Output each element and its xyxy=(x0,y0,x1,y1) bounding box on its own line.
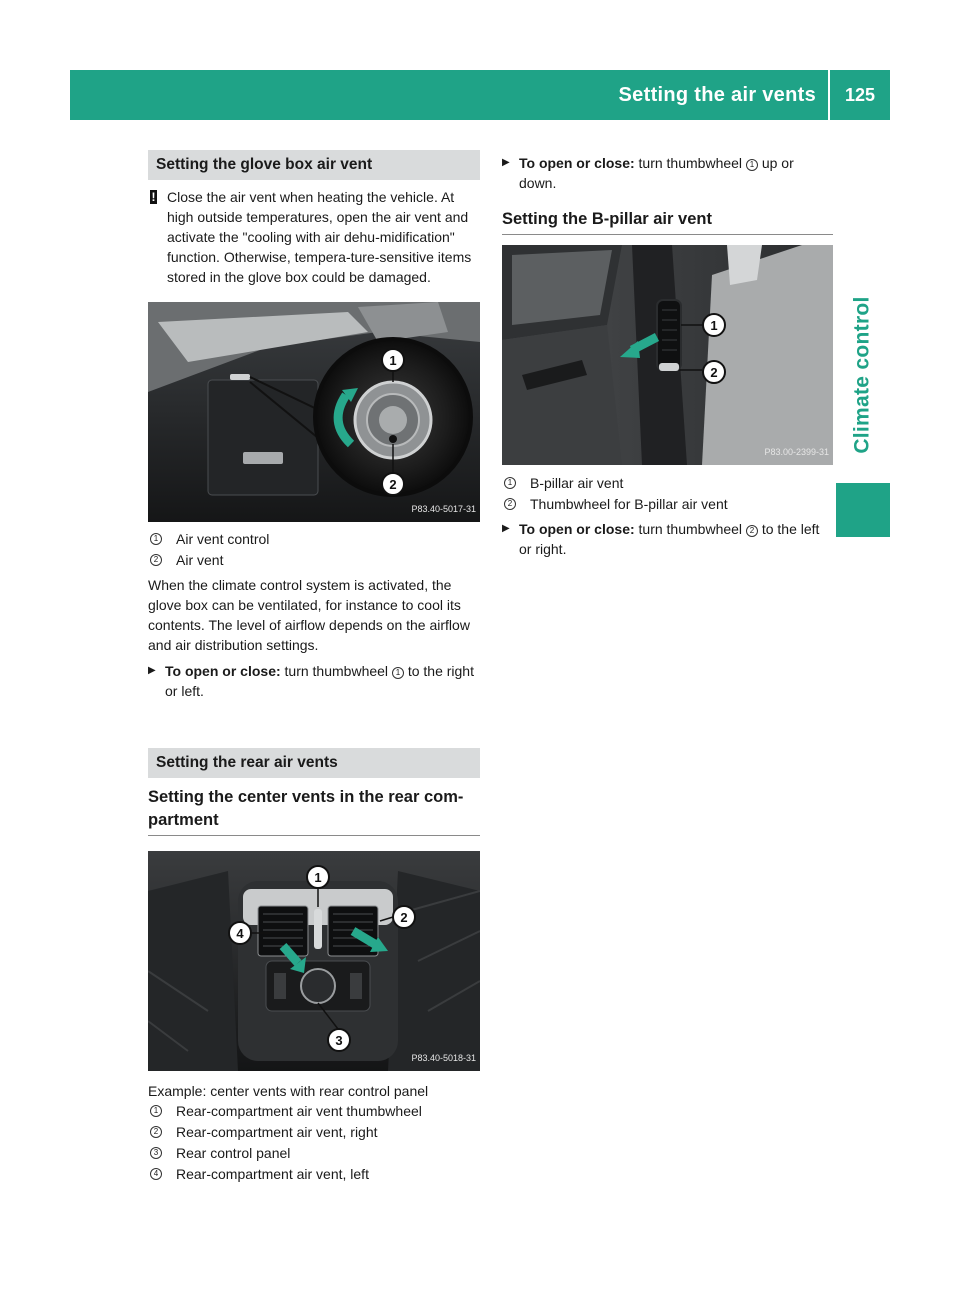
image-code: P83.00-2399-31 xyxy=(764,447,829,457)
callout-number: 1 xyxy=(504,477,516,489)
svg-text:2: 2 xyxy=(389,477,397,492)
svg-text:4: 4 xyxy=(236,926,244,941)
subsection-title-bpillar: Setting the B-pillar air vent xyxy=(502,208,833,235)
section-title-rear: Setting the rear air vents xyxy=(148,748,480,778)
chapter-label: Climate control xyxy=(851,296,875,454)
legend-label: Rear control panel xyxy=(176,1145,291,1161)
legend-label: Thumbwheel for B-pillar air vent xyxy=(530,496,728,512)
arrow-right-icon: ▶ xyxy=(502,523,510,534)
legend-label: Air vent xyxy=(176,552,224,568)
bpillar-photo xyxy=(502,245,833,465)
page-number: 125 xyxy=(844,84,876,105)
page-header xyxy=(70,70,890,120)
section-title-glovebox: Setting the glove box air vent xyxy=(148,150,480,180)
instruction-step xyxy=(502,153,833,193)
instruction-step xyxy=(502,519,833,559)
callout-number: 3 xyxy=(150,1147,162,1159)
instruction-text: To open or close: turn thumbwheel 1 up or down. xyxy=(519,155,794,191)
legend-item xyxy=(148,1122,480,1143)
chapter-tab xyxy=(836,280,890,470)
legend-item xyxy=(148,550,480,571)
chapter-marker xyxy=(836,483,890,537)
callout-number: 2 xyxy=(150,554,162,566)
arrow-right-icon: ▶ xyxy=(148,665,156,676)
page-title: Setting the air vents xyxy=(618,83,816,106)
image-code: P83.40-5017-31 xyxy=(411,504,476,514)
instruction-text: To open or close: turn thumbwheel 2 to the left or right. xyxy=(519,521,820,557)
legend-item xyxy=(148,529,480,550)
callout-number: 1 xyxy=(150,1105,162,1117)
legend-item xyxy=(148,1143,480,1164)
glovebox-illustration xyxy=(148,302,480,522)
legend-label: B-pillar air vent xyxy=(530,475,624,491)
instruction-step xyxy=(148,661,480,701)
legend-item xyxy=(502,473,833,494)
glovebox-photo xyxy=(148,302,480,522)
callout-number: 1 xyxy=(392,667,404,679)
rear-caption: Example: center vents with rear control panel xyxy=(148,1083,429,1099)
bpillar-illustration xyxy=(502,245,833,465)
subsection-title-center-vents: Setting the center vents in the rear com-partment xyxy=(148,786,480,836)
svg-text:3: 3 xyxy=(335,1033,343,1048)
svg-text:1: 1 xyxy=(314,870,322,885)
left-column xyxy=(148,150,480,1185)
svg-text:1: 1 xyxy=(710,318,718,333)
arrow-right-icon: ▶ xyxy=(502,157,510,168)
image-code: P83.40-5018-31 xyxy=(411,1053,476,1063)
rear-vents-photo xyxy=(148,851,480,1071)
body-paragraph: When the climate control system is activated, the glove box can be ventilated, for instance to cool its contents. The level of airflow depends on the airflow and air distribution settings. xyxy=(148,577,470,653)
rear-legend xyxy=(148,1101,480,1185)
glovebox-legend xyxy=(148,529,480,571)
legend-item xyxy=(502,494,833,515)
callout-number: 1 xyxy=(150,533,162,545)
svg-text:1: 1 xyxy=(389,353,397,368)
legend-label: Rear-compartment air vent, right xyxy=(176,1124,378,1140)
exclamation-icon: ! xyxy=(151,190,156,204)
callout-number: 1 xyxy=(746,159,758,171)
legend-label: Rear-compartment air vent, left xyxy=(176,1166,369,1182)
callout-number: 2 xyxy=(746,525,758,537)
legend-item xyxy=(148,1101,480,1122)
svg-text:2: 2 xyxy=(710,365,718,380)
right-column xyxy=(502,150,833,559)
instruction-text: To open or close: turn thumbwheel 1 to the right or left. xyxy=(165,663,474,699)
callout-number: 2 xyxy=(150,1126,162,1138)
legend-label: Rear-compartment air vent thumbwheel xyxy=(176,1103,422,1119)
svg-text:2: 2 xyxy=(400,910,408,925)
callout-number: 2 xyxy=(504,498,516,510)
warning-note xyxy=(148,187,480,287)
callout-number: 4 xyxy=(150,1168,162,1180)
rear-vents-illustration xyxy=(148,851,480,1071)
legend-label: Air vent control xyxy=(176,531,270,547)
warning-text: Close the air vent when heating the vehicle. At high outside temperatures, open the air vent and activate the "cooling with air dehu-midification" function. Otherwise, tempera-ture-sensitive items stored in the glove box could be damaged. xyxy=(167,189,472,285)
legend-item xyxy=(148,1164,480,1185)
bpillar-legend xyxy=(502,473,833,515)
